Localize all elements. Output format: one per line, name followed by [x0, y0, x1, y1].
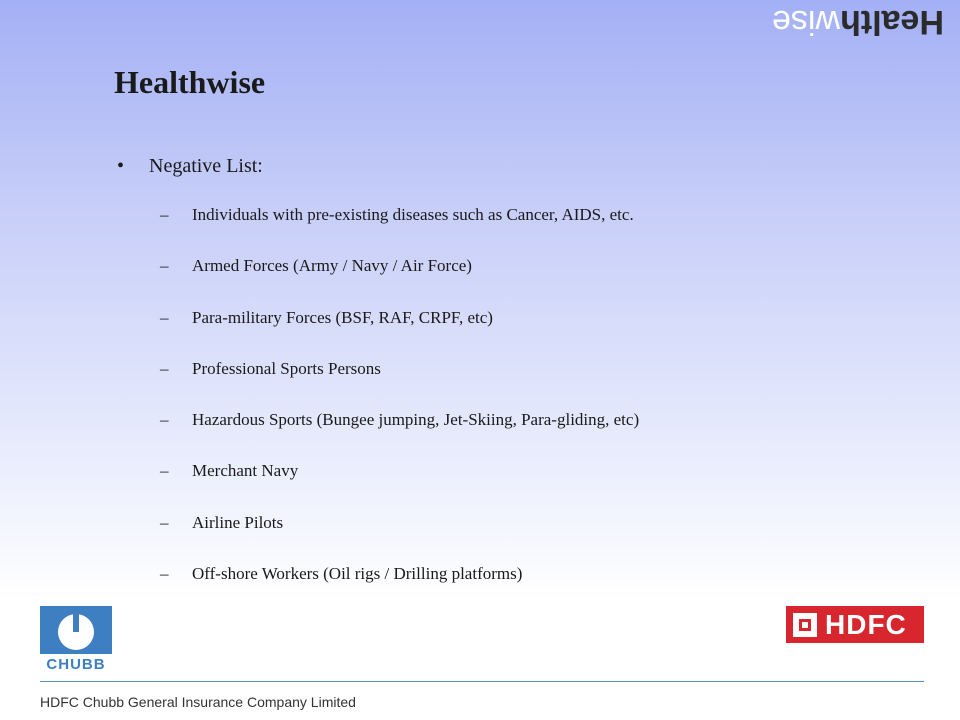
dash-icon: – — [160, 358, 169, 378]
list-item — [160, 205, 639, 256]
dash-icon: – — [160, 512, 169, 532]
hdfc-emblem-icon — [793, 613, 817, 637]
list-item — [160, 461, 639, 512]
dash-icon: – — [160, 256, 169, 276]
list-item — [160, 513, 639, 564]
list-item — [160, 359, 639, 410]
dash-icon: – — [160, 461, 169, 481]
list-item-text: Professional Sports Persons — [192, 358, 381, 378]
dash-icon: – — [160, 410, 169, 430]
slide-title: Healthwise — [114, 64, 266, 100]
brand-mark-light: wise — [772, 3, 841, 41]
dash-icon: – — [160, 205, 169, 224]
chubb-logo-text: CHUBB — [46, 656, 106, 673]
healthwise-brand-mark — [772, 2, 944, 42]
chubb-logo — [40, 606, 112, 673]
chubb-emblem-icon — [40, 606, 112, 654]
footer-divider — [40, 681, 924, 682]
list-item-text: Hazardous Sports (Bungee jumping, Jet-Skiing, Para-gliding, etc) — [192, 410, 640, 430]
list-item-text: Airline Pilots — [192, 512, 284, 532]
list-item-text: Para-military Forces (BSF, RAF, CRPF, etc) — [192, 307, 493, 327]
list-item-text: Off-shore Workers (Oil rigs / Drilling platforms) — [192, 564, 523, 584]
list-item — [160, 410, 639, 461]
hdfc-logo-text: HDFC — [825, 608, 907, 640]
list-item — [160, 256, 639, 307]
negative-list — [160, 205, 639, 615]
list-item-text: Merchant Navy — [192, 461, 299, 481]
list-item-text: Armed Forces (Army / Navy / Air Force) — [192, 256, 472, 276]
hdfc-logo — [786, 606, 924, 643]
list-item-text: Individuals with pre-existing diseases such as Cancer, AIDS, etc. — [192, 205, 634, 224]
bullet-icon: • — [117, 155, 125, 177]
dash-icon: – — [160, 307, 169, 327]
negative-list-heading — [117, 155, 263, 178]
dash-icon: – — [160, 564, 169, 584]
brand-mark-bold: Health — [840, 3, 944, 41]
list-item — [160, 308, 639, 359]
negative-list-label: Negative List: — [149, 155, 263, 177]
footer-company-name: HDFC Chubb General Insurance Company Limited — [40, 694, 356, 710]
